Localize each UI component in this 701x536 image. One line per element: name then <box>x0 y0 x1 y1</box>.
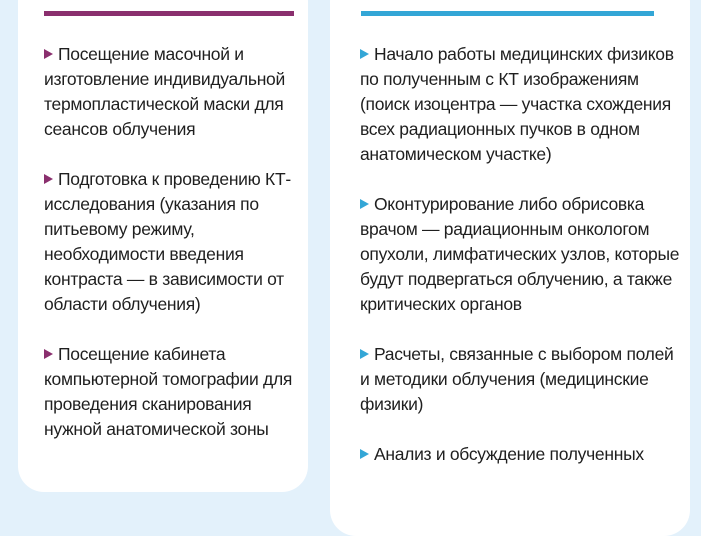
list-item-text: Посещение кабинета компьютерной томографии для проведения сканирования нужной анатомической зоны <box>44 344 293 439</box>
list-item <box>44 42 302 142</box>
list-item <box>360 42 680 167</box>
triangle-bullet-icon <box>44 349 53 359</box>
right-step-list <box>360 42 680 492</box>
triangle-bullet-icon <box>360 49 369 59</box>
list-item-text: Начало работы медицинских физиков по полученным с КТ изображениям (поиск изоцентра — участка схождения всех радиационных пучков в одном анатомическом участке) <box>360 44 674 164</box>
left-accent-bar <box>44 11 294 16</box>
right-accent-bar <box>361 11 654 16</box>
list-item <box>360 342 680 417</box>
list-item-text: Посещение масочной и изготовление индивидуальной термопластической маски для сеансов облучения <box>44 44 285 139</box>
right-card <box>330 0 690 536</box>
left-card <box>18 0 308 492</box>
list-item-text: Расчеты, связанные с выбором полей и методики облучения (медицинские физики) <box>360 344 674 414</box>
list-item <box>44 342 302 442</box>
list-item <box>360 192 680 317</box>
list-item <box>44 167 302 317</box>
list-item-text: Оконтурирование либо обрисовка врачом — радиационным онкологом опухоли, лимфатических узлов, которые будут подвергаться облучению, а также критических органов <box>360 194 680 314</box>
triangle-bullet-icon <box>360 349 369 359</box>
triangle-bullet-icon <box>44 174 53 184</box>
triangle-bullet-icon <box>360 199 369 209</box>
triangle-bullet-icon <box>44 49 53 59</box>
list-item-text: Анализ и обсуждение полученных <box>374 444 644 464</box>
left-step-list <box>44 42 302 467</box>
triangle-bullet-icon <box>360 449 369 459</box>
list-item <box>360 442 680 467</box>
list-item-text: Подготовка к проведению КТ-исследования (указания по питьевому режиму, необходимости введения контраста — в зависимости от области облучения) <box>44 169 291 314</box>
